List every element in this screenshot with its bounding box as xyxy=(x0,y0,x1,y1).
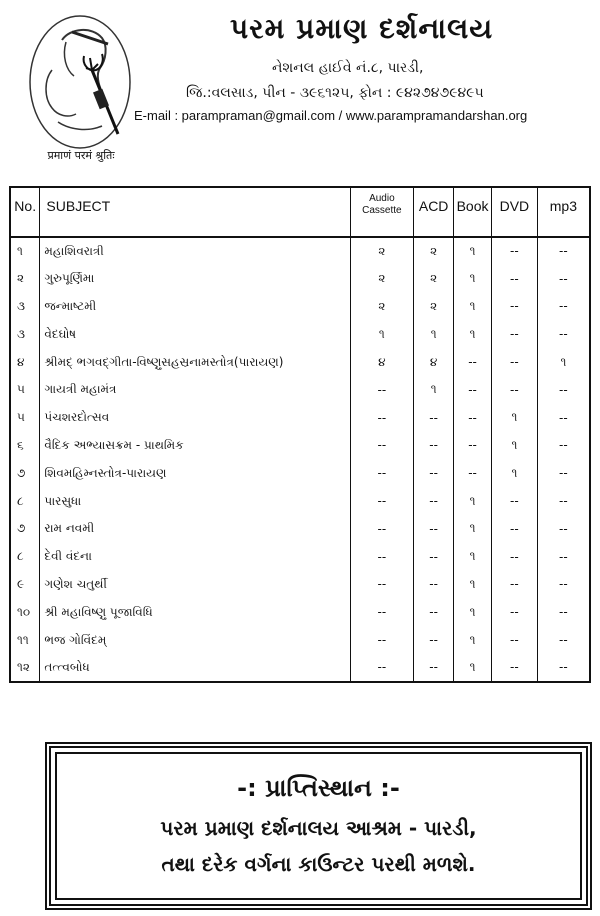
row-dvd: ૧ xyxy=(492,432,538,460)
row-dvd: -- xyxy=(492,265,538,293)
row-dvd: -- xyxy=(492,571,538,599)
row-number: ૮ xyxy=(10,487,40,515)
row-audio-cassette: -- xyxy=(350,598,414,626)
row-acd: -- xyxy=(414,515,454,543)
row-subject: ગુરુપૂર્ણિમા xyxy=(40,265,350,293)
notice-heading: -: પ્રાપ્તિસ્થાન :- xyxy=(237,774,400,802)
table-row xyxy=(10,293,590,321)
row-acd: ૪ xyxy=(414,348,454,376)
notice-line-1: પરમ પ્રમાણ દર્શનાલય આશ્રમ - પારડી, xyxy=(160,816,477,840)
table-row xyxy=(10,515,590,543)
row-subject: તત્ત્વબોધ xyxy=(40,654,350,682)
row-dvd: -- xyxy=(492,293,538,321)
row-subject: વૈદિક અભ્યાસક્રમ - પ્રાથમિક xyxy=(40,432,350,460)
row-number: ૧ xyxy=(10,237,40,265)
row-book: -- xyxy=(454,432,492,460)
header-mp3: mp3 xyxy=(537,187,590,237)
notice-line-2: તથા દરેક વર્ગના કાઉન્ટર પરથી મળશે. xyxy=(161,852,476,876)
row-acd: -- xyxy=(414,626,454,654)
row-number: ૭ xyxy=(10,459,40,487)
table-row xyxy=(10,348,590,376)
row-number: ૧૧ xyxy=(10,626,40,654)
table-row xyxy=(10,376,590,404)
row-book: ૧ xyxy=(454,487,492,515)
row-mp3: -- xyxy=(537,376,590,404)
table-row xyxy=(10,487,590,515)
row-audio-cassette: -- xyxy=(350,571,414,599)
row-audio-cassette: ૨ xyxy=(350,265,414,293)
row-book: -- xyxy=(454,459,492,487)
row-number: ૧૦ xyxy=(10,598,40,626)
table-row xyxy=(10,654,590,682)
row-mp3: -- xyxy=(537,571,590,599)
row-acd: ૨ xyxy=(414,293,454,321)
row-dvd: ૧ xyxy=(492,404,538,432)
row-subject: ગાયત્રી મહામંત્ર xyxy=(40,376,350,404)
row-subject: પંચશરદોત્સવ xyxy=(40,404,350,432)
table-row xyxy=(10,404,590,432)
table-row xyxy=(10,598,590,626)
row-subject: પારસુધા xyxy=(40,487,350,515)
row-subject: ગણેશ ચતુર્થી xyxy=(40,571,350,599)
row-acd: ૨ xyxy=(414,265,454,293)
row-audio-cassette: -- xyxy=(350,626,414,654)
row-mp3: -- xyxy=(537,265,590,293)
row-mp3: -- xyxy=(537,515,590,543)
row-dvd: -- xyxy=(492,237,538,265)
row-dvd: ૧ xyxy=(492,459,538,487)
header-subject: SUBJECT xyxy=(40,187,350,237)
row-dvd: -- xyxy=(492,376,538,404)
row-book: ૧ xyxy=(454,320,492,348)
table-row xyxy=(10,265,590,293)
row-audio-cassette: ૧ xyxy=(350,320,414,348)
row-book: ૧ xyxy=(454,265,492,293)
row-subject: મહાશિવરાત્રી xyxy=(40,237,350,265)
row-subject: રામ નવમી xyxy=(40,515,350,543)
header-book: Book xyxy=(454,187,492,237)
row-audio-cassette: -- xyxy=(350,515,414,543)
row-dvd: -- xyxy=(492,348,538,376)
row-acd: ૨ xyxy=(414,237,454,265)
row-dvd: -- xyxy=(492,626,538,654)
row-number: ૩ xyxy=(10,293,40,321)
table-row xyxy=(10,459,590,487)
row-acd: ૧ xyxy=(414,320,454,348)
row-dvd: -- xyxy=(492,654,538,682)
header-dvd: DVD xyxy=(492,187,538,237)
row-mp3: -- xyxy=(537,543,590,571)
row-number: ૪ xyxy=(10,348,40,376)
row-book: -- xyxy=(454,376,492,404)
row-book: -- xyxy=(454,348,492,376)
row-book: ૧ xyxy=(454,515,492,543)
address-line-2: જિ.:વલસાડ, પીન - ૩૯૬૧૨૫, ફોન : ૯૪૨૭૪૭૯૪૯૫ xyxy=(186,85,484,101)
row-subject: વેદઘોષ xyxy=(40,320,350,348)
row-mp3: -- xyxy=(537,432,590,460)
row-mp3: -- xyxy=(537,654,590,682)
row-subject: શિવમહિમ્નસ્તોત્ર-પારાયણ xyxy=(40,459,350,487)
row-acd: -- xyxy=(414,487,454,515)
table-row xyxy=(10,626,590,654)
row-acd: -- xyxy=(414,543,454,571)
row-number: ૮ xyxy=(10,543,40,571)
table-row xyxy=(10,571,590,599)
row-mp3: -- xyxy=(537,404,590,432)
row-audio-cassette: -- xyxy=(350,487,414,515)
row-audio-cassette: -- xyxy=(350,459,414,487)
row-audio-cassette: ૨ xyxy=(350,293,414,321)
row-mp3: -- xyxy=(537,459,590,487)
row-acd: -- xyxy=(414,459,454,487)
row-audio-cassette: -- xyxy=(350,432,414,460)
table-row xyxy=(10,543,590,571)
row-subject: જન્માષ્ટમી xyxy=(40,293,350,321)
row-audio-cassette: -- xyxy=(350,654,414,682)
row-mp3: ૧ xyxy=(537,348,590,376)
row-audio-cassette: -- xyxy=(350,543,414,571)
row-audio-cassette: -- xyxy=(350,404,414,432)
row-mp3: -- xyxy=(537,237,590,265)
row-book: ૧ xyxy=(454,293,492,321)
row-book: ૧ xyxy=(454,626,492,654)
row-mp3: -- xyxy=(537,293,590,321)
row-book: -- xyxy=(454,404,492,432)
row-dvd: -- xyxy=(492,598,538,626)
table-row xyxy=(10,237,590,265)
catalog-table xyxy=(9,186,591,683)
row-audio-cassette: -- xyxy=(350,376,414,404)
header-acd: ACD xyxy=(414,187,454,237)
row-number: ૭ xyxy=(10,515,40,543)
logo-motto: प्रमाणं परमं श्रुतिः xyxy=(47,149,115,162)
row-mp3: -- xyxy=(537,626,590,654)
row-audio-cassette: ૨ xyxy=(350,237,414,265)
table-row xyxy=(10,432,590,460)
organization-name: પરમ પ્રમાણ દર્શનાલય xyxy=(230,12,494,45)
row-acd: -- xyxy=(414,654,454,682)
table-header-row xyxy=(10,187,590,237)
row-subject: શ્રીમદ્ ભગવદ્ગીતા-વિષ્ણુસહસ્રનામસ્તોત્ર(પારાયણ) xyxy=(40,348,350,376)
row-book: ૧ xyxy=(454,571,492,599)
table-row xyxy=(10,320,590,348)
row-number: ૯ xyxy=(10,571,40,599)
row-number: ૫ xyxy=(10,404,40,432)
notice-inner-border xyxy=(55,752,582,900)
row-subject: ભજ ગોવિંદમ્ xyxy=(40,626,350,654)
row-acd: -- xyxy=(414,598,454,626)
header-audio-cassette: Audio Cassette xyxy=(350,187,414,237)
letterhead xyxy=(0,0,600,180)
row-book: ૧ xyxy=(454,654,492,682)
row-number: ૨ xyxy=(10,265,40,293)
row-book: ૧ xyxy=(454,543,492,571)
row-acd: -- xyxy=(414,571,454,599)
row-book: ૧ xyxy=(454,598,492,626)
row-mp3: -- xyxy=(537,598,590,626)
row-acd: ૧ xyxy=(414,376,454,404)
row-dvd: -- xyxy=(492,487,538,515)
row-subject: શ્રી મહાવિષ્ણુ પૂજાવિધિ xyxy=(40,598,350,626)
trident-deity-logo-icon xyxy=(22,10,138,170)
row-number: ૫ xyxy=(10,376,40,404)
availability-notice xyxy=(45,742,592,910)
contact-line: E-mail : parampraman@gmail.com / www.parampramandarshan.org xyxy=(134,108,528,123)
row-dvd: -- xyxy=(492,515,538,543)
row-acd: -- xyxy=(414,404,454,432)
row-dvd: -- xyxy=(492,543,538,571)
row-mp3: -- xyxy=(537,487,590,515)
row-audio-cassette: ૪ xyxy=(350,348,414,376)
row-dvd: -- xyxy=(492,320,538,348)
row-number: ૧૨ xyxy=(10,654,40,682)
row-number: ૩ xyxy=(10,320,40,348)
row-mp3: -- xyxy=(537,320,590,348)
row-number: ૬ xyxy=(10,432,40,460)
row-acd: -- xyxy=(414,432,454,460)
address-line-1: નેશનલ હાઈવે નં.૮, પારડી, xyxy=(272,60,424,76)
row-subject: દેવી વંદના xyxy=(40,543,350,571)
row-book: ૧ xyxy=(454,237,492,265)
header-no: No. xyxy=(10,187,40,237)
